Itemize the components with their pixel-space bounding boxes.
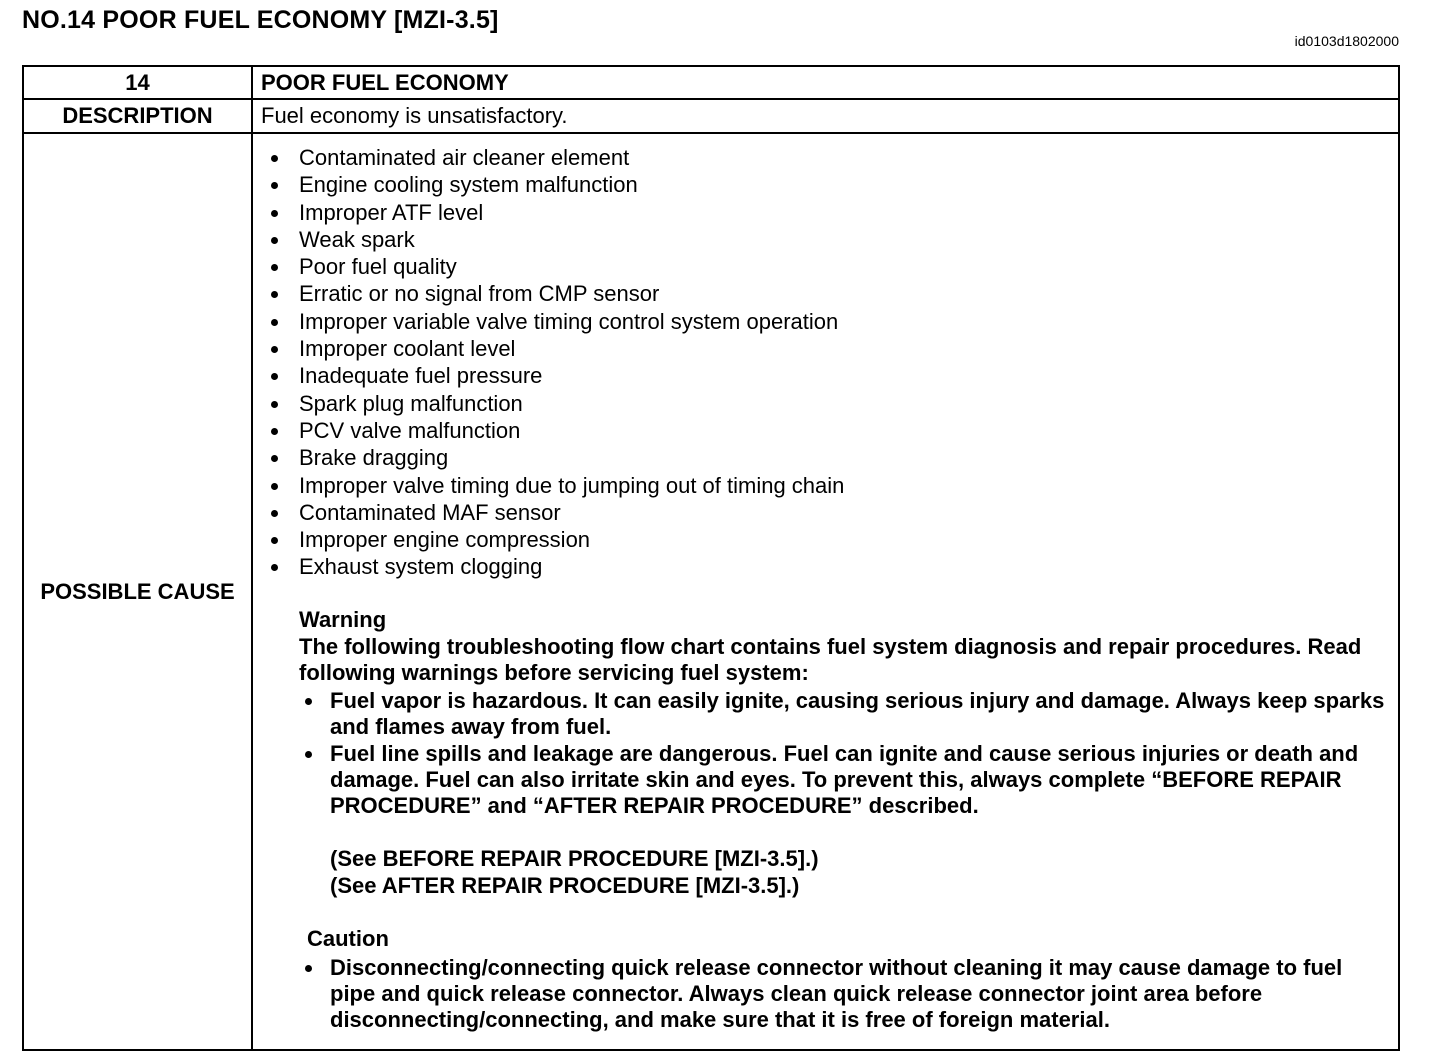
caution-block: [299, 925, 1388, 1033]
cause-item: PCV valve malfunction: [265, 417, 1388, 444]
cause-item: Brake dragging: [265, 444, 1388, 471]
description-label: DESCRIPTION: [23, 99, 252, 133]
possible-cause-label: POSSIBLE CAUSE: [23, 133, 252, 1050]
caution-item: Disconnecting/connecting quick release connector without cleaning it may cause damage to fuel pipe and quick release connector. Always clean quick release connector joint area before disconnecting/connecting, and make sure that it is free of foreign material.: [299, 955, 1388, 1033]
see-after-repair-link[interactable]: (See AFTER REPAIR PROCEDURE [MZI-3.5].): [330, 872, 800, 898]
warning-list: [299, 688, 1388, 819]
symptom-number: 14: [23, 66, 252, 99]
caution-heading: Caution: [307, 925, 389, 951]
warning-intro: The following troubleshooting flow chart contains fuel system diagnosis and repair procedures. Read following warnings before servicing fuel system:: [299, 633, 1362, 685]
cause-list: [265, 144, 1388, 581]
symptom-title: POOR FUEL ECONOMY: [252, 66, 1399, 99]
header-row: [23, 66, 1399, 99]
cause-item: Contaminated air cleaner element: [265, 144, 1388, 171]
cause-item: Improper valve timing due to jumping out of timing chain: [265, 472, 1388, 499]
cause-item: Spark plug malfunction: [265, 390, 1388, 417]
see-references: [330, 845, 1388, 899]
see-before-repair-link[interactable]: (See BEFORE REPAIR PROCEDURE [MZI-3.5].): [330, 845, 819, 871]
possible-cause-content: [252, 133, 1399, 1050]
description-text: Fuel economy is unsatisfactory.: [252, 99, 1399, 133]
cause-item: Poor fuel quality: [265, 253, 1388, 280]
cause-item: Improper coolant level: [265, 335, 1388, 362]
warning-block: [299, 606, 1388, 899]
warning-heading: Warning: [299, 606, 387, 632]
cause-item: Exhaust system clogging: [265, 553, 1388, 580]
document-id: id0103d1802000: [1294, 33, 1399, 49]
cause-item: Engine cooling system malfunction: [265, 171, 1388, 198]
warning-item: Fuel vapor is hazardous. It can easily ignite, causing serious injury and damage. Always keep sparks and flames away from fuel.: [299, 688, 1388, 740]
possible-cause-row: [23, 133, 1399, 1050]
warning-item: Fuel line spills and leakage are dangerous. Fuel can ignite and cause serious injuries or death and damage. Fuel can also irritate skin and eyes. To prevent this, always complete “BEFORE REPAIR PROCEDURE” and “AFTER REPAIR PROCEDURE” described.: [299, 741, 1388, 819]
cause-item: Improper engine compression: [265, 526, 1388, 553]
diagnostic-table: [22, 65, 1400, 1051]
page-title: NO.14 POOR FUEL ECONOMY [MZI-3.5]: [22, 6, 499, 34]
cause-item: Weak spark: [265, 226, 1388, 253]
cause-item: Contaminated MAF sensor: [265, 499, 1388, 526]
caution-list: [299, 955, 1388, 1033]
cause-item: Improper ATF level: [265, 199, 1388, 226]
description-row: [23, 99, 1399, 133]
cause-item: Improper variable valve timing control system operation: [265, 308, 1388, 335]
cause-item: Erratic or no signal from CMP sensor: [265, 280, 1388, 307]
cause-item: Inadequate fuel pressure: [265, 362, 1388, 389]
